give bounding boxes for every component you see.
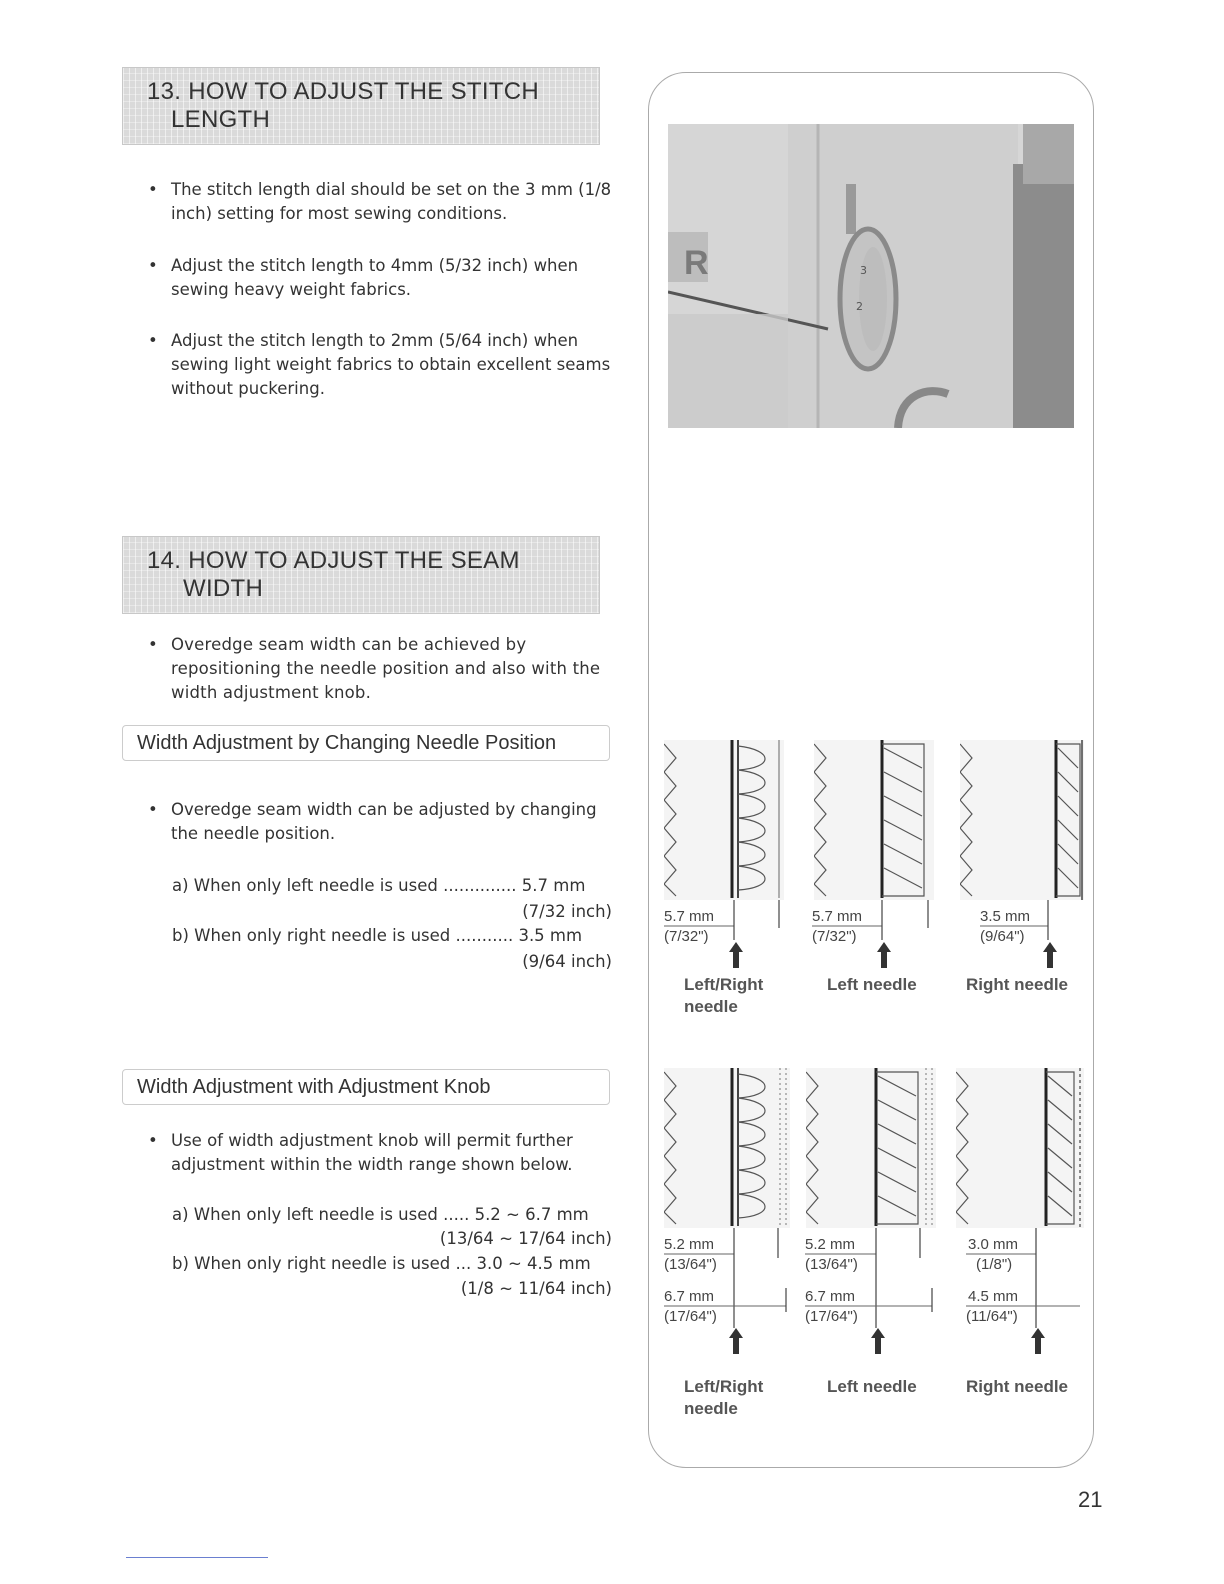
stitch-bullet-1: • The stitch length dial should be set on the 3 mm (1/8 inch) setting for most sewing conditions. xyxy=(148,180,612,223)
r2-d3-inch2: (11/64") xyxy=(966,1308,1018,1325)
r1-d3-caption: Right needle xyxy=(966,975,1069,994)
bullet-dot: • xyxy=(148,800,158,819)
r1-d1-inch: (7/32") xyxy=(664,928,709,945)
needle-left-inch: (7/32 inch) xyxy=(522,902,612,921)
r2-d2-inch2: (17/64") xyxy=(805,1308,858,1325)
knob-left-inch: (13/64 ~ 17/64 inch) xyxy=(439,1229,612,1248)
diagram-knob-left-needle xyxy=(806,1068,936,1228)
bullet-dot: • xyxy=(148,331,158,350)
section-14-title-line2: WIDTH xyxy=(183,575,264,602)
needle-position-bullet: • Overedge seam width can be adjusted by changing the needle position. xyxy=(148,800,597,843)
knob-bullet: • Use of width adjustment knob will permit further adjustment within the width range shown below. xyxy=(148,1131,573,1174)
diagram-left-right-needle xyxy=(664,740,784,900)
bullet-dot: • xyxy=(148,256,158,275)
r2-d3-mm2: 4.5 mm xyxy=(968,1288,1019,1305)
knob-right-measure: b) When only right needle is used ... 3.0 ~ 4.5 mm xyxy=(172,1254,591,1273)
r2-d1-caption: Left/Right needle xyxy=(684,1377,764,1418)
r2-d1-inch2: (17/64") xyxy=(664,1308,717,1325)
section-14-title-line1: 14. HOW TO ADJUST THE SEAM xyxy=(147,547,520,574)
bullet-dot: • xyxy=(148,635,158,654)
r1-d2-inch: (7/32") xyxy=(812,928,857,945)
arrow-up-icon xyxy=(729,1328,743,1354)
needle-position-heading: Width Adjustment by Changing Needle Position xyxy=(122,725,610,761)
r1-d3-inch: (9/64") xyxy=(980,928,1025,945)
needle-right-inch: (9/64 inch) xyxy=(522,952,612,971)
r2-d2-mm1: 5.2 mm xyxy=(805,1236,856,1253)
photo-logo-text: R xyxy=(684,244,709,282)
r2-d2-caption: Left needle xyxy=(827,1377,917,1396)
r2-d3-mm1: 3.0 mm xyxy=(968,1236,1019,1253)
page-number: 21 xyxy=(1078,1487,1103,1512)
r2-d3-inch1: (1/8") xyxy=(976,1256,1013,1273)
r2-d2-mm2: 6.7 mm xyxy=(805,1288,856,1305)
row1-dimension-lines xyxy=(664,900,1084,970)
r1-d3-mm: 3.5 mm xyxy=(980,908,1031,925)
section-14-header xyxy=(122,536,600,614)
knob-heading: Width Adjustment with Adjustment Knob xyxy=(122,1069,610,1105)
arrow-up-icon xyxy=(729,942,743,968)
needle-right-measure: b) When only right needle is used ........... 3.5 mm xyxy=(172,926,583,945)
arrow-up-icon xyxy=(877,942,891,968)
knob-right-inch: (1/8 ~ 11/64 inch) xyxy=(460,1279,612,1298)
diagram-knob-left-right-needle xyxy=(664,1068,790,1228)
r2-d3-caption: Right needle xyxy=(966,1377,1069,1396)
section-13-title-line1: 13. HOW TO ADJUST THE STITCH xyxy=(147,78,540,105)
needle-left-measure: a) When only left needle is used .............. 5.7 mm xyxy=(172,876,586,895)
section-13-title-line2: LENGTH xyxy=(171,106,271,133)
r1-d2-mm: 5.7 mm xyxy=(812,908,863,925)
arrow-up-icon xyxy=(1031,1328,1045,1354)
footer-rule xyxy=(126,1557,268,1558)
r1-d1-mm: 5.7 mm xyxy=(664,908,715,925)
bullet-dot: • xyxy=(148,180,158,199)
knob-left-measure: a) When only left needle is used ..... 5.2 ~ 6.7 mm xyxy=(172,1205,589,1224)
r2-d1-inch1: (13/64") xyxy=(664,1256,717,1273)
r1-d2-caption: Left needle xyxy=(827,975,917,994)
stitch-bullet-2: • Adjust the stitch length to 4mm (5/32 inch) when sewing heavy weight fabrics. xyxy=(148,256,579,299)
r1-d1-caption: Left/Right needle xyxy=(684,975,764,1016)
diagram-knob-right-needle xyxy=(956,1068,1084,1228)
bullet-dot: • xyxy=(148,1131,158,1150)
r2-d1-mm1: 5.2 mm xyxy=(664,1236,715,1253)
r2-d2-inch1: (13/64") xyxy=(805,1256,858,1273)
row2-dimension-lines xyxy=(664,1228,1084,1368)
stitch-dial-photo xyxy=(668,124,1074,428)
section-13-header xyxy=(122,67,600,145)
stitch-bullet-3: • Adjust the stitch length to 2mm (5/64 inch) when sewing light weight fabrics to obtain excellent seams without puckering. xyxy=(148,331,611,398)
dial-photo-illustration xyxy=(668,124,1074,428)
arrow-up-icon xyxy=(1043,942,1057,968)
diagram-right-needle xyxy=(960,740,1084,900)
seam-intro-bullet: • Overedge seam width can be achieved by repositioning the needle position and also with the width adjustment knob. xyxy=(148,635,601,702)
r2-d1-mm2: 6.7 mm xyxy=(664,1288,715,1305)
arrow-up-icon xyxy=(871,1328,885,1354)
diagram-left-needle xyxy=(814,740,934,900)
dial-mark-2: 2 xyxy=(856,300,863,313)
dial-mark-3: 3 xyxy=(860,264,867,277)
